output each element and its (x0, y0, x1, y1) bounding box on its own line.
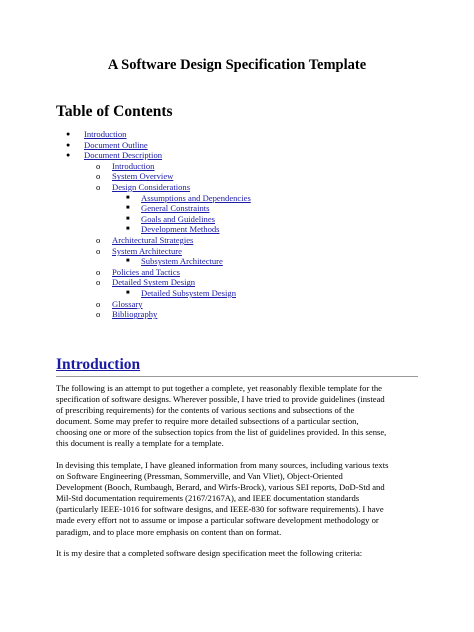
toc-item (112, 182, 190, 193)
paragraph-line: specification of software designs. Wherever possible, I have tried to provide guidelines (instead (56, 394, 385, 405)
toc-bullet-level-2: o (96, 171, 101, 182)
paragraph-line: on Software Engineering (Pressman, Sommerville, and Van Vliet), Object-Oriented (56, 471, 343, 482)
toc-item (84, 140, 148, 151)
toc-bullet-level-3: ■ (126, 194, 130, 201)
toc-bullet-level-3: ■ (126, 205, 130, 212)
toc-item (141, 203, 210, 214)
intro-paragraph-3 (56, 548, 422, 559)
paragraph-line: of prescribing requirements) for the contents of various sections and subsections of the (56, 405, 355, 416)
toc-item (141, 256, 223, 267)
toc-heading: Table of Contents (56, 103, 173, 120)
toc-bullet-level-2: o (96, 160, 101, 171)
intro-paragraph-1 (56, 383, 422, 450)
toc-link[interactable]: Architectural Strategies (112, 235, 194, 245)
toc-bullet-level-3: ■ (126, 215, 130, 222)
toc-link[interactable]: Design Considerations (112, 182, 191, 192)
toc-link[interactable]: Introduction (112, 160, 155, 171)
toc-bullet-level-3: ■ (126, 258, 130, 265)
toc-link[interactable]: Detailed Subsystem Design (141, 288, 236, 298)
toc-item (112, 171, 173, 182)
toc-bullet-level-2: o (96, 298, 101, 309)
paragraph-line: Mil-Std documentation requirements (2167/2167A), and IEEE documentation standards (56, 493, 360, 504)
toc-item (112, 235, 193, 246)
toc-bullet-level-3: ■ (126, 290, 130, 296)
paragraph-line: Development (Booch, Rumbaugh, Berard, and Wirfs-Brock), various SEI reports, DoD-Std and (56, 482, 385, 493)
toc-link[interactable]: Document Outline (84, 139, 148, 150)
toc-item (112, 267, 180, 278)
toc-bullet-level-2: o (96, 277, 101, 288)
introduction-heading-link[interactable]: Introduction (56, 356, 141, 373)
paragraph-line: In devising this template, I have gleaned information from many sources, including various texts (56, 460, 389, 470)
paragraph-line: The following is an attempt to put together a complete, yet reasonably flexible template for the (56, 383, 382, 393)
toc-bullet-level-2: o (96, 309, 101, 320)
paragraph-line: paradigm, and to place more emphasis on content than on format. (56, 526, 282, 537)
toc-link[interactable]: Glossary (112, 298, 143, 309)
toc-link[interactable]: Introduction (84, 129, 127, 139)
paragraph-line: choosing one or more of the subsection topics from the list of guidelines provided. In this sense, (56, 427, 387, 438)
intro-paragraph-2 (56, 460, 422, 538)
toc-item (141, 193, 251, 204)
paragraph-line: (particularly IEEE-1016 for software designs, and IEEE-830 for software requirements). I have (56, 504, 384, 515)
toc-link[interactable]: Policies and Tactics (112, 266, 180, 277)
toc-link[interactable]: Development Methods (141, 224, 220, 235)
toc-link[interactable]: Detailed System Design (112, 277, 196, 288)
toc-item (112, 161, 154, 172)
toc-bullet-level-2: o (96, 235, 101, 245)
paragraph-line: made every effort not to assume or impose a particular software development methodology or (56, 515, 379, 526)
toc-bullet-level-1: ● (66, 140, 71, 149)
toc-link[interactable]: General Constraints (141, 203, 210, 214)
toc-link[interactable]: Assumptions and Dependencies (141, 192, 251, 203)
toc-item (141, 214, 215, 225)
toc-bullet-level-1: ● (66, 130, 71, 138)
toc-link[interactable]: System Overview (112, 171, 174, 182)
toc-item (112, 299, 143, 310)
toc-item (112, 246, 182, 257)
toc-bullet-level-2: o (96, 182, 101, 192)
toc-item (141, 224, 220, 235)
document-title: A Software Design Specification Template (107, 57, 367, 73)
toc-item (141, 288, 236, 299)
toc-item (84, 150, 162, 161)
toc-item (112, 277, 195, 288)
toc-bullet-level-3: ■ (126, 226, 130, 233)
section-divider (56, 376, 418, 377)
toc-link[interactable]: Bibliography (112, 309, 158, 320)
paragraph-line: document. Some may prefer to require more detailed subsections of a particular section, (56, 416, 359, 427)
toc-bullet-level-2: o (96, 245, 101, 256)
toc-bullet-level-2: o (96, 266, 101, 277)
toc-link[interactable]: Document Description (84, 150, 163, 161)
paragraph-line: It is my desire that a completed software design specification meet the following criteria: (56, 548, 363, 558)
toc-bullet-level-1: ● (66, 151, 71, 160)
toc-link[interactable]: Goals and Guidelines (141, 213, 215, 224)
toc-item (112, 309, 157, 320)
toc-link[interactable]: System Architecture (112, 245, 182, 256)
paragraph-line: this document is really a template for a template. (56, 438, 224, 449)
toc-link[interactable]: Subsystem Architecture (141, 256, 223, 267)
toc-item (84, 129, 126, 140)
